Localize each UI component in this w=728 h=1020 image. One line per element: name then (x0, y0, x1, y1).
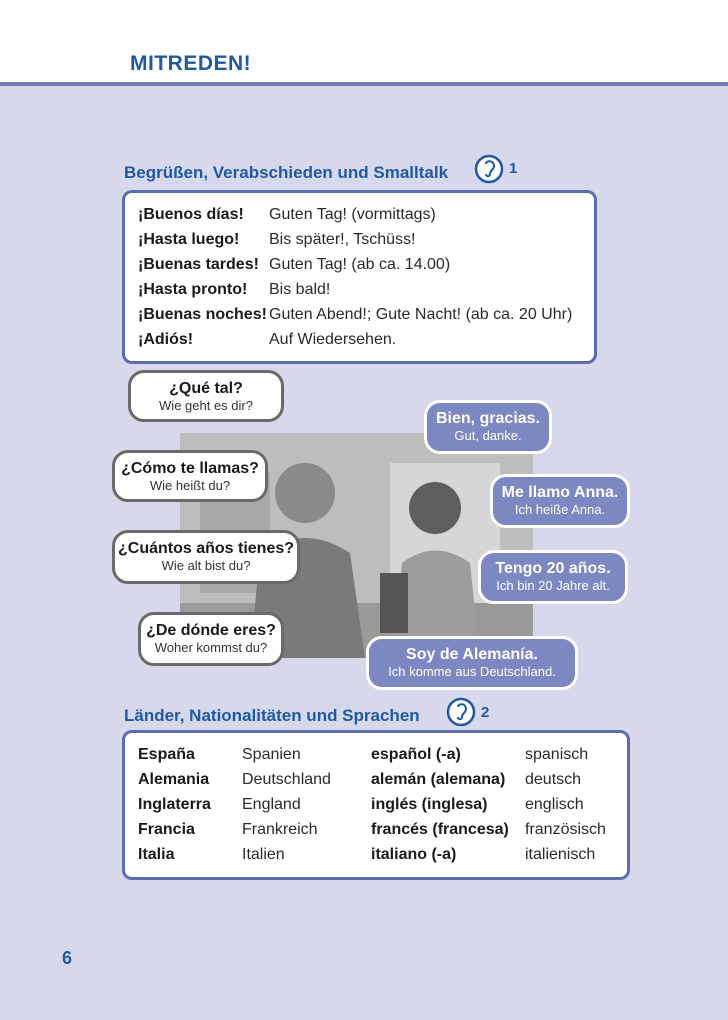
speech-bubble (128, 370, 284, 422)
bubble-spanish: ¿Cuántos años tienes? (117, 540, 295, 557)
page-title: MITREDEN! (130, 52, 252, 75)
german-translation: Bis später!, Tschüss! (269, 231, 416, 248)
bubble-german: Woher kommst du? (154, 640, 268, 655)
bubble-german: Gut, danke. (454, 428, 522, 443)
speech-bubble (138, 612, 284, 666)
nationality-german: spanisch (525, 746, 589, 763)
spanish-phrase: ¡Adiós! (138, 331, 194, 348)
nationality-spanish: alemán (alemana) (371, 771, 506, 788)
countries-table (122, 730, 630, 880)
speech-bubble (366, 636, 578, 690)
country-german: Spanien (242, 746, 301, 763)
speech-bubble (490, 474, 630, 528)
country-spanish: Alemania (138, 771, 210, 788)
nationality-spanish: italiano (-a) (371, 846, 457, 863)
nationality-spanish: español (-a) (371, 746, 461, 763)
ear-audio-icon[interactable] (474, 154, 504, 184)
country-spanish: España (138, 746, 195, 763)
speech-bubble (424, 400, 552, 454)
german-translation: Bis bald! (269, 281, 331, 298)
country-spanish: Inglaterra (138, 796, 211, 813)
bubble-spanish: Tengo 20 años. (495, 560, 611, 577)
bubble-german: Ich bin 20 Jahre alt. (496, 578, 610, 593)
nationality-german: deutsch (525, 771, 582, 788)
bubble-german: Wie alt bist du? (161, 558, 251, 573)
nationality-spanish: inglés (inglesa) (371, 796, 488, 813)
bubble-german: Wie heißt du? (149, 478, 231, 493)
bubble-spanish: ¿Cómo te llamas? (121, 460, 259, 477)
country-german: Italien (242, 846, 285, 863)
country-spanish: Italia (138, 846, 175, 863)
country-german: Frankreich (242, 821, 318, 838)
spanish-phrase: ¡Buenas tardes! (138, 256, 259, 273)
speech-bubble (478, 550, 628, 604)
bubble-german: Ich komme aus Deutschland. (388, 664, 556, 679)
country-german: England (242, 796, 301, 813)
bubble-german: Wie geht es dir? (159, 398, 253, 413)
section-heading-greetings: Begrüßen, Verabschieden und Smalltalk (124, 163, 449, 182)
bubble-spanish: Bien, gracias. (435, 410, 541, 427)
bubble-spanish: ¿Qué tal? (169, 380, 243, 397)
page-number: 6 (62, 948, 73, 968)
spanish-phrase: ¡Hasta pronto! (138, 281, 248, 298)
greetings-table (122, 190, 597, 364)
ear-audio-icon[interactable] (446, 697, 476, 727)
page-header (0, 0, 728, 84)
speech-bubble (112, 450, 268, 502)
audio-track-number: 2 (481, 704, 490, 721)
nationality-german: englisch (525, 796, 584, 813)
bubble-german: Ich heiße Anna. (514, 502, 606, 517)
german-translation: Guten Abend!; Gute Nacht! (ab ca. 20 Uhr) (269, 306, 573, 323)
bubble-spanish: Me llamo Anna. (501, 484, 619, 501)
german-translation: Auf Wiedersehen. (269, 331, 397, 348)
country-spanish: Francia (138, 821, 195, 838)
german-translation: Guten Tag! (vormittags) (269, 206, 436, 223)
nationality-german: italienisch (525, 846, 596, 863)
speech-bubble (112, 530, 300, 584)
nationality-spanish: francés (francesa) (371, 821, 509, 838)
country-german: Deutschland (242, 771, 331, 788)
audio-track-number: 1 (509, 160, 518, 177)
nationality-german: französisch (525, 821, 606, 838)
bubble-spanish: Soy de Alemanía. (406, 646, 538, 663)
german-translation: Guten Tag! (ab ca. 14.00) (269, 256, 451, 273)
spanish-phrase: ¡Buenos días! (138, 206, 244, 223)
bubble-spanish: ¿De dónde eres? (146, 622, 276, 639)
spanish-phrase: ¡Buenas noches! (138, 306, 267, 323)
section-heading-countries: Länder, Nationalitäten und Sprachen (124, 706, 420, 725)
spanish-phrase: ¡Hasta luego! (138, 231, 240, 248)
